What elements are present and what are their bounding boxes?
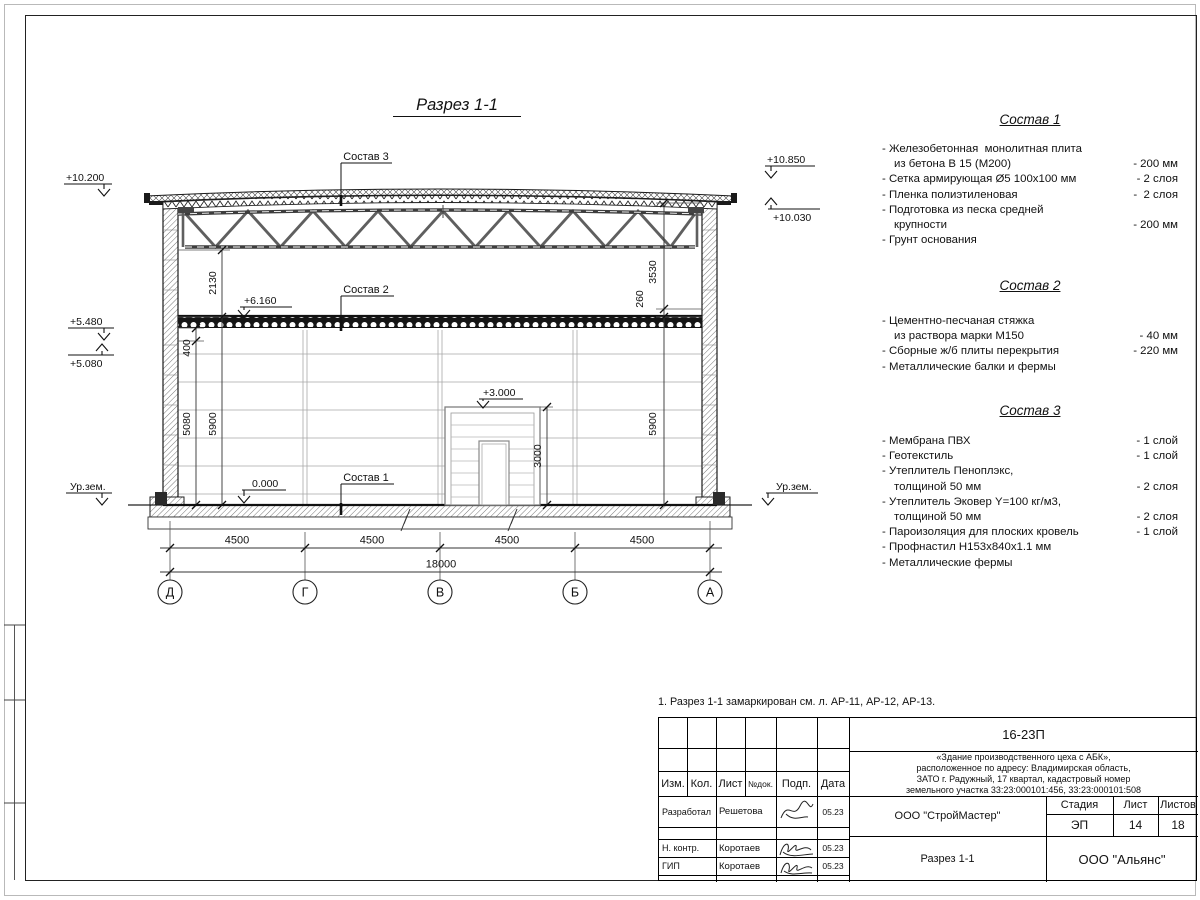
tb-role-gip: ГИП <box>662 861 680 871</box>
dim-400: 400 <box>181 339 193 357</box>
elevation-mark-10850 <box>765 154 815 178</box>
tb-name-developer: Решетова <box>719 806 763 817</box>
composition-line: - Сборные ж/б плиты перекрытия - 220 мм <box>882 345 1178 358</box>
eave-cap-right <box>731 193 737 203</box>
dim-3530: 3530 <box>647 260 659 284</box>
svg-text:Состав 1: Состав 1 <box>343 472 389 484</box>
tb-sheet-value: 14 <box>1128 818 1143 832</box>
composition-line: - Металлические балки и фермы <box>882 360 1056 373</box>
composition-3-title: Состав 3 <box>999 403 1061 418</box>
utility-room <box>445 407 540 505</box>
svg-text:Состав 3: Состав 3 <box>343 151 389 163</box>
vertical-dim-texts <box>181 260 659 468</box>
signature-developer <box>778 798 816 826</box>
section-title: Разрез 1-1 <box>393 96 521 117</box>
roof-assembly <box>144 189 737 209</box>
dim-5900-left: 5900 <box>207 412 219 436</box>
tb-sheets-header: Листов <box>1160 799 1196 811</box>
composition-line: толщиной 50 мм - 2 слоя <box>894 510 1178 523</box>
svg-text:+5.480: +5.480 <box>70 316 103 328</box>
dim-2130: 2130 <box>207 271 219 295</box>
composition-line: - Подготовка из песка средней <box>882 203 1044 216</box>
elevation-mark-10200 <box>64 172 112 196</box>
dim-span-2: 4500 <box>359 534 385 547</box>
composition-line: - Мембрана ПВХ - 1 слой <box>882 435 1178 447</box>
elevation-mark-10030 <box>765 198 820 224</box>
svg-text:+10.850: +10.850 <box>767 154 806 166</box>
tb-name-ncontr: Коротаев <box>719 842 761 854</box>
composition-1-lines <box>882 143 1178 249</box>
axis-label-a: А <box>705 585 715 600</box>
tb-date-developer: 05.23 <box>822 806 844 817</box>
svg-text:+6.160: +6.160 <box>244 295 277 307</box>
tb-header-sign: Подп. <box>781 777 812 790</box>
tb-header-date: Дата <box>820 777 846 790</box>
composition-line: - Геотекстиль - 1 слой <box>882 450 1178 463</box>
composition-callouts <box>341 151 394 515</box>
tb-project-description: «Здание производственного цеха с АБК», расположенное по адресу: Владимирская область, ЗАТО г. Радужный, 17 квартал, кадастровый номер земельного участка 33:23:000101:456, 33:23:000101:508 <box>905 751 1142 795</box>
tb-header-list: Лист <box>718 777 743 790</box>
tb-drawing-name: Разрез 1-1 <box>920 853 975 865</box>
svg-text:Ур.зем.: Ур.зем. <box>70 481 106 493</box>
svg-text:0.000: 0.000 <box>252 478 279 490</box>
composition-line: из бетона В 15 (М200) - 200 мм <box>894 158 1178 171</box>
svg-text:+5.080: +5.080 <box>70 358 103 370</box>
tb-org: ООО "СтройМастер" <box>894 810 1001 822</box>
tb-stage-header: Стадия <box>1060 799 1099 811</box>
tb-sheet-header: Лист <box>1123 799 1148 811</box>
dim-5080: 5080 <box>181 412 193 436</box>
elevation-mark-6160 <box>238 295 292 317</box>
composition-line: - Сетка армирующая Ø5 100х100 мм - 2 слоя <box>882 173 1178 186</box>
composition-line: толщиной 50 мм - 2 слоя <box>894 480 1178 493</box>
elevation-mark-3000 <box>477 387 523 408</box>
sheet-note: 1. Разрез 1-1 замаркирован см. л. АР-11, АР-12, АР-13. <box>658 696 936 708</box>
dim-span-1: 4500 <box>224 534 250 547</box>
composition-line: - Железобетонная монолитная плита <box>882 143 1082 155</box>
elevation-mark-ground-left <box>66 481 112 505</box>
roof-truss <box>178 205 704 247</box>
dim-span-4: 4500 <box>629 534 655 547</box>
tb-date-ncontr: 05.23 <box>822 843 844 853</box>
axis-label-v: В <box>435 585 445 600</box>
dim-3000: 3000 <box>532 444 544 468</box>
tb-date-gip: 05.23 <box>822 861 844 871</box>
tb-role-developer: Разработал <box>662 806 711 817</box>
composition-line: - Пленка полиэтиленовая - 2 слоя <box>882 188 1178 201</box>
composition-line: - Цементно-песчаная стяжка <box>882 315 1035 327</box>
svg-text:+10.200: +10.200 <box>66 172 105 184</box>
title-block <box>658 717 1197 881</box>
composition-line: - Утеплитель Пеноплэкс, <box>882 465 1014 478</box>
composition-2-title: Состав 2 <box>999 278 1061 293</box>
axis-label-g: Г <box>301 585 309 600</box>
composition-line: из раствора марки М150 - 40 мм <box>894 330 1178 343</box>
tb-customer: ООО "Альянс" <box>1078 851 1166 867</box>
tb-role-ncontr: Н. контр. <box>662 843 700 853</box>
tb-header-izm: Изм. <box>661 777 685 790</box>
svg-text:+3.000: +3.000 <box>483 387 516 399</box>
dim-5900-right: 5900 <box>647 412 659 436</box>
interior-panel-lines <box>178 354 702 494</box>
elevation-mark-5080 <box>68 344 114 370</box>
tb-name-gip: Коротаев <box>719 860 761 872</box>
tb-header-doc: №док. <box>748 778 773 789</box>
door <box>479 441 509 505</box>
axis-bubbles <box>158 580 722 604</box>
svg-text:Ур.зем.: Ур.зем. <box>776 481 812 493</box>
composition-3 <box>882 403 1178 572</box>
elevation-mark-ground-right <box>762 481 818 505</box>
tb-doc-number: 16-23П <box>1002 727 1045 742</box>
axis-label-d: Д <box>165 585 175 600</box>
floor-slab <box>178 316 702 328</box>
svg-text:+10.030: +10.030 <box>773 212 812 224</box>
composition-1 <box>882 112 1178 249</box>
composition-line: - Грунт основания <box>882 234 977 247</box>
composition-line: крупности - 200 мм <box>894 218 1178 231</box>
bottom-dim-texts <box>225 535 654 571</box>
elevation-mark-5480 <box>68 316 114 340</box>
composition-1-title: Состав 1 <box>999 112 1061 127</box>
dim-total: 18000 <box>425 558 457 571</box>
composition-3-lines <box>882 435 1178 572</box>
tb-sheets-value: 18 <box>1171 818 1185 832</box>
tb-stage-value: ЭП <box>1070 818 1089 832</box>
dim-span-3: 4500 <box>494 534 520 547</box>
tb-header-kol: Кол. <box>690 777 713 790</box>
composition-line: - Пароизоляция для плоских кровель - 1 слой <box>882 526 1178 539</box>
axis-label-b: Б <box>570 585 580 600</box>
left-margin-stamp <box>4 625 25 880</box>
elevation-mark-0000 <box>238 478 286 503</box>
composition-line: - Утеплитель Эковер Y=100 кг/м3, <box>882 495 1062 508</box>
dim-260: 260 <box>634 290 646 308</box>
composition-2-lines <box>882 315 1178 376</box>
composition-line: - Профнастил Н153х840х1.1 мм <box>882 541 1052 554</box>
svg-text:Состав 2: Состав 2 <box>343 284 389 296</box>
signature-gip <box>777 856 817 880</box>
composition-2 <box>882 278 1178 376</box>
composition-line: - Металлические фермы <box>882 556 1013 569</box>
